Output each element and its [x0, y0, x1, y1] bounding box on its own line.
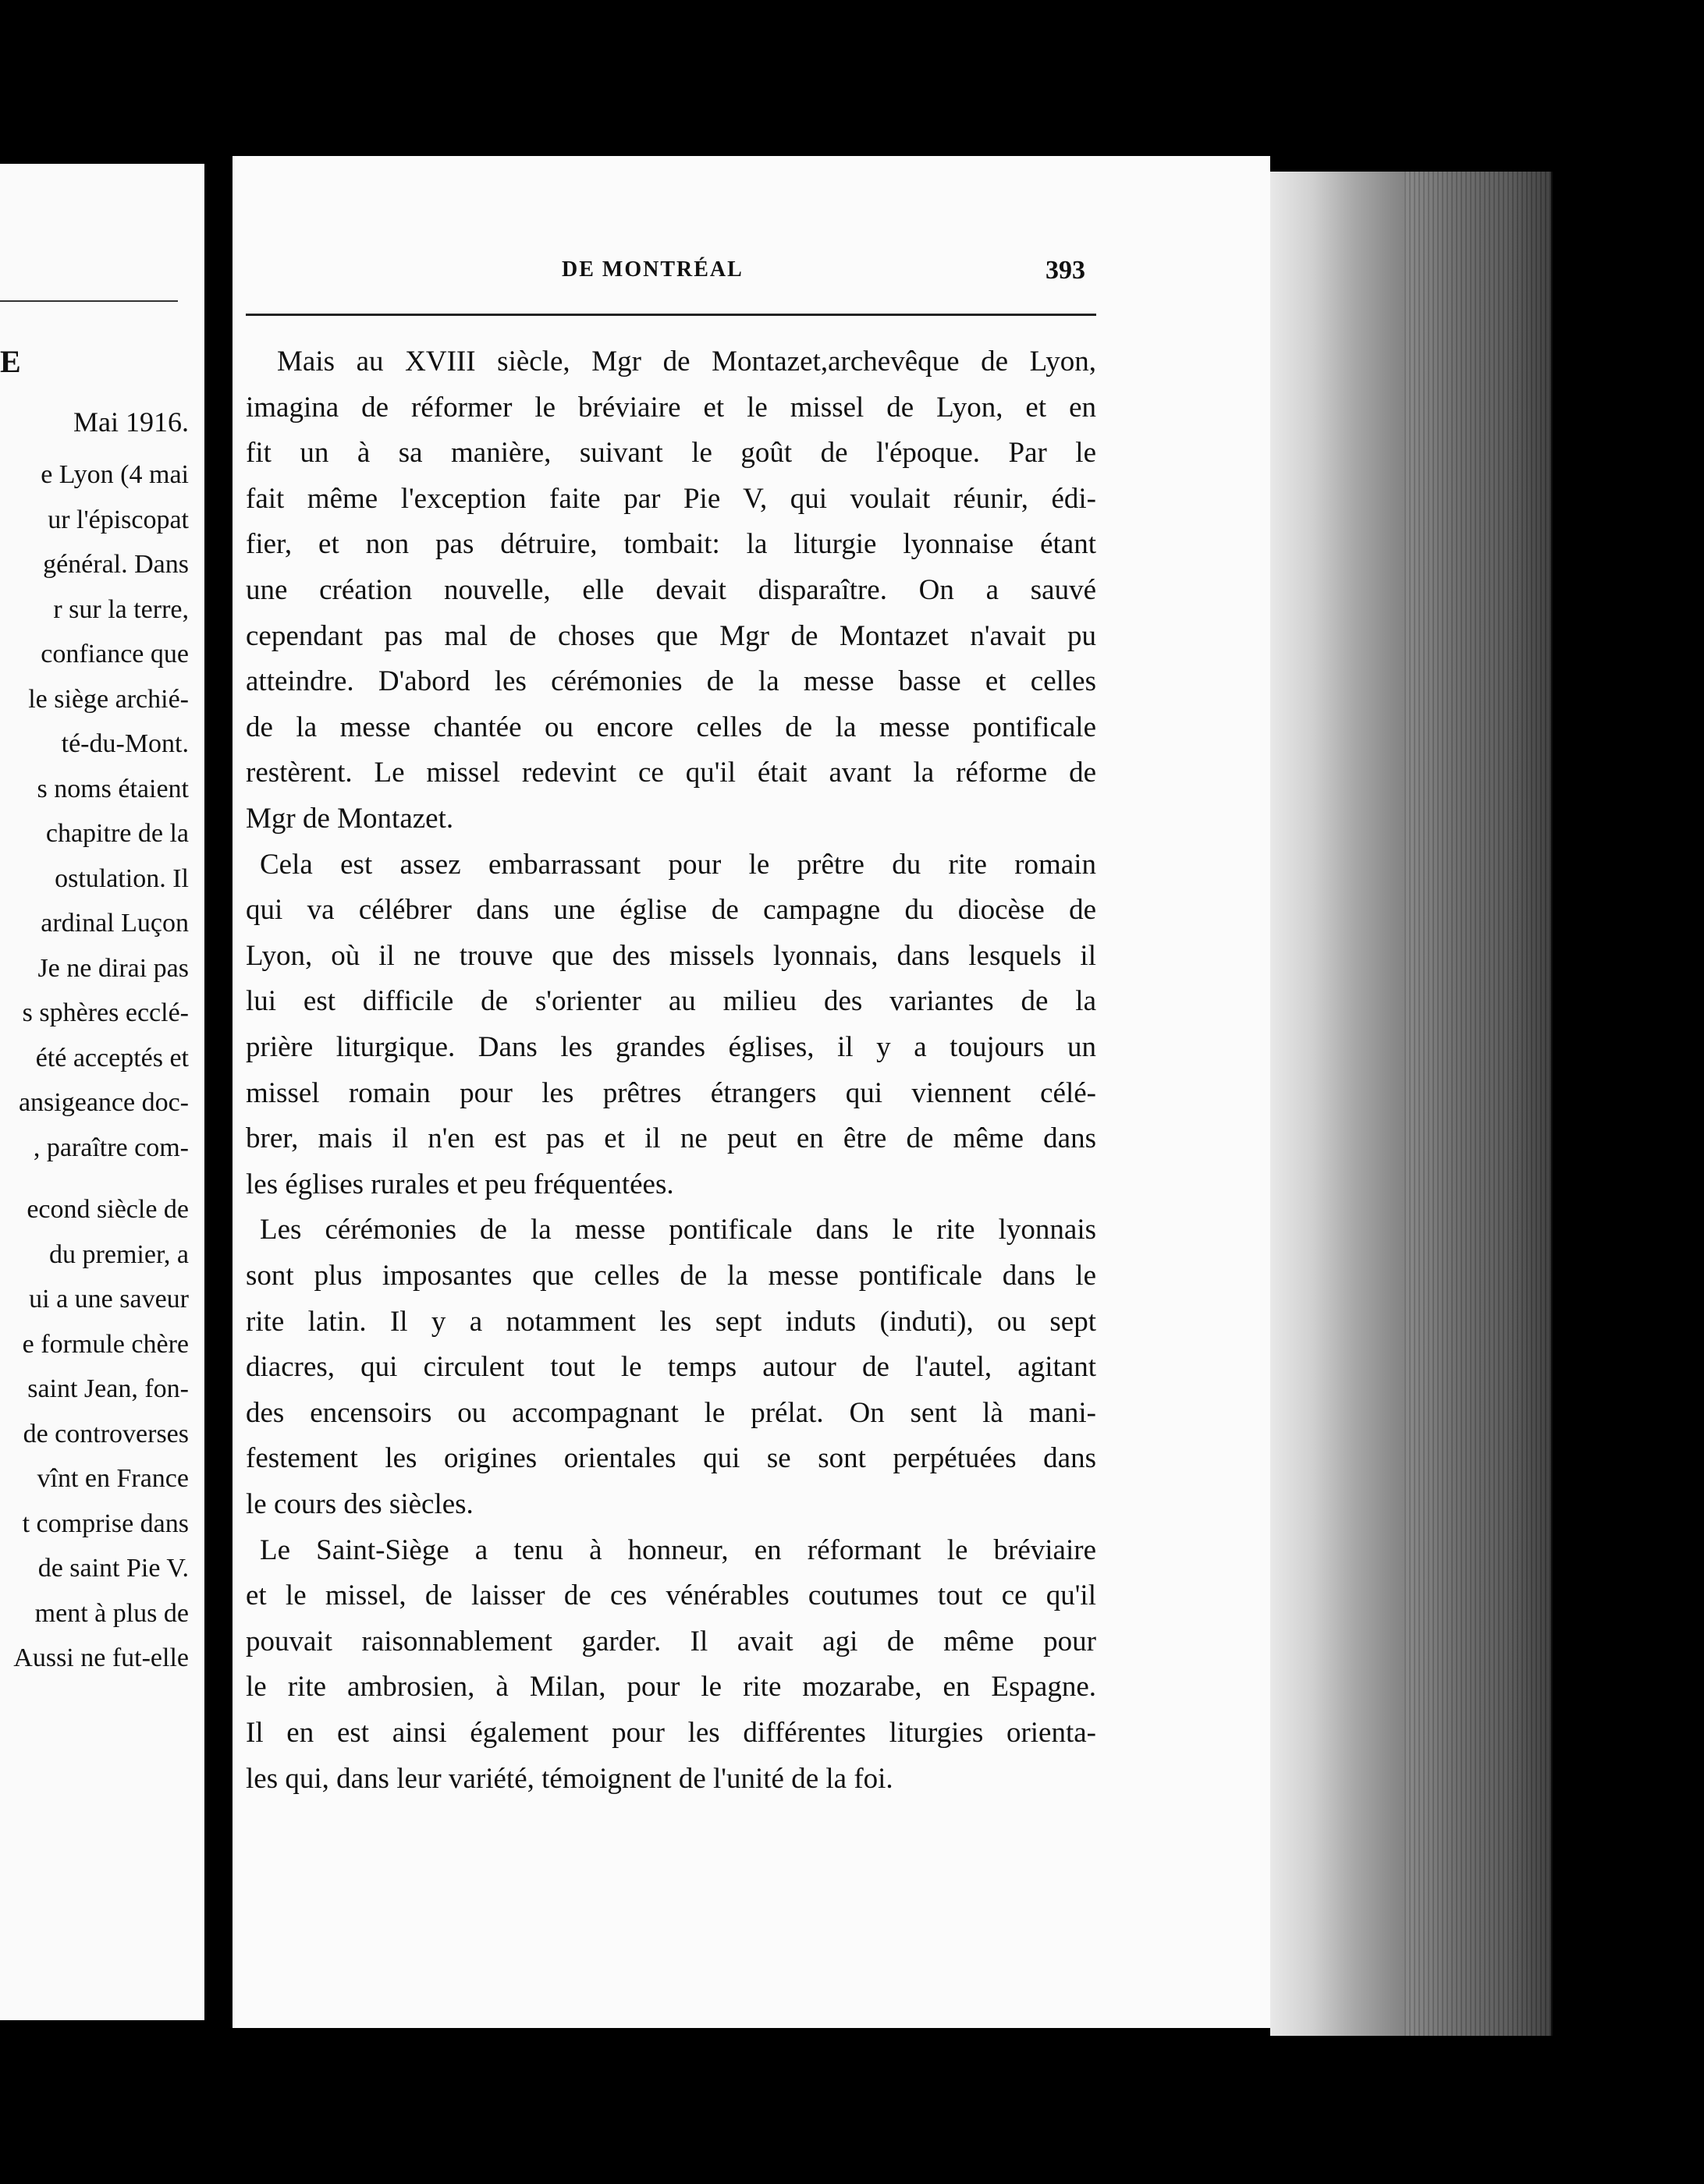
- header-rule: [246, 314, 1096, 316]
- text-line: Lyon, où il ne trouve que des missels lyonnais, dans lesquels il: [246, 939, 1096, 972]
- text-line: fait même l'exception faite par Pie V, qui voulait réunir, édi-: [246, 482, 1096, 515]
- book-gutter: [204, 156, 233, 2028]
- left-text-fragment: saint Jean, fon-: [27, 1374, 189, 1403]
- text-line: diacres, qui circulent tout le temps autour de l'autel, agitant: [246, 1351, 1096, 1384]
- page-block-edge-lines: [1404, 172, 1553, 2036]
- text-line: les églises rurales et peu fréquentées.: [246, 1168, 674, 1200]
- left-text-fragment: t comprise dans: [22, 1509, 189, 1538]
- left-text-fragment: s sphères ecclé-: [22, 998, 189, 1027]
- text-line: pouvait raisonnablement garder. Il avait agi de même pour: [246, 1625, 1096, 1658]
- left-text-fragment: de saint Pie V.: [37, 1554, 189, 1583]
- left-text-fragment: été acceptés et: [35, 1043, 189, 1072]
- left-text-fragment: ostulation. Il: [55, 863, 189, 893]
- text-line: des encensoirs ou accompagnant le prélat. On sent là mani-: [246, 1396, 1096, 1429]
- text-line: cependant pas mal de choses que Mgr de Montazet n'avait pu: [246, 619, 1096, 652]
- left-text-fragment: du premier, a: [49, 1239, 189, 1269]
- left-text-fragment: Je ne dirai pas: [37, 953, 189, 983]
- left-text-fragment: econd siècle de: [27, 1195, 189, 1224]
- text-line: brer, mais il n'en est pas et il ne peut en être de même dans: [246, 1122, 1096, 1155]
- text-line: fit un à sa manière, suivant le goût de l'époque. Par le: [246, 437, 1096, 470]
- left-text-fragment: ment à plus de: [34, 1598, 189, 1628]
- text-line: Il en est ainsi également pour les différentes liturgies orienta-: [246, 1717, 1096, 1749]
- text-line: festement les origines orientales qui se sont perpétuées dans: [246, 1442, 1096, 1475]
- left-text-fragment: Aussi ne fut-elle: [13, 1643, 189, 1672]
- left-text-fragment: ardinal Luçon: [41, 909, 189, 938]
- text-line: les qui, dans leur variété, témoignent de l'unité de la foi.: [246, 1762, 893, 1795]
- text-line: sont plus imposantes que celles de la messe pontificale dans le: [246, 1260, 1096, 1292]
- left-text-fragment: général. Dans: [43, 550, 189, 579]
- left-text-fragment: , paraître com-: [33, 1133, 189, 1162]
- text-line: et le missel, de laisser de ces vénérables coutumes tout ce qu'il: [246, 1580, 1096, 1612]
- left-text-fragment: e Lyon (4 mai: [41, 460, 189, 489]
- running-head: DE MONTRÉAL: [562, 257, 744, 282]
- left-text-fragment: e formule chère: [22, 1329, 189, 1359]
- left-text-fragment: ansigeance doc-: [18, 1088, 189, 1117]
- text-line: atteindre. D'abord les cérémonies de la messe basse et celles: [246, 665, 1096, 698]
- left-text-fragment: confiance que: [41, 640, 189, 668]
- text-line: qui va célébrer dans une église de campagne du diocèse de: [246, 894, 1096, 927]
- text-line: missel romain pour les prêtres étrangers qui viennent célé-: [246, 1076, 1096, 1109]
- text-line: imagina de réformer le bréviaire et le missel de Lyon, et en: [246, 391, 1096, 424]
- text-line: fier, et non pas détruire, tombait: la liturgie lyonnaise étant: [246, 528, 1096, 561]
- text-line: rite latin. Il y a notamment les sept induts (induti), ou sept: [246, 1305, 1096, 1338]
- text-line: restèrent. Le missel redevint ce qu'il était avant la réforme de: [246, 757, 1096, 789]
- text-line: Le Saint-Siège a tenu à honneur, en réformant le bréviaire: [260, 1533, 1096, 1566]
- text-line: Mgr de Montazet.: [246, 803, 454, 835]
- left-text-fragment: ui a une saveur: [29, 1285, 189, 1314]
- left-text-fragment: le siège archié-: [28, 684, 189, 714]
- text-line: lui est difficile de s'orienter au milieu des variantes de la: [246, 985, 1096, 1018]
- left-text-fragment: r sur la terre,: [53, 594, 189, 624]
- page-number: 393: [1045, 256, 1085, 285]
- left-text-fragment: de controverses: [23, 1419, 189, 1448]
- text-line: Les cérémonies de la messe pontificale dans le rite lyonnais: [260, 1214, 1096, 1246]
- left-text-fragment: ur l'épiscopat: [48, 505, 189, 534]
- left-header-rule: [0, 300, 178, 302]
- text-line: Mais au XVIII siècle, Mgr de Montazet,archevêque de Lyon,: [277, 346, 1096, 378]
- left-text-fragment: té-du-Mont.: [61, 729, 189, 758]
- text-line: une création nouvelle, elle devait disparaître. On a sauvé: [246, 574, 1096, 606]
- text-line: le rite ambrosien, à Milan, pour le rite mozarabe, en Espagne.: [246, 1671, 1096, 1704]
- text-line: Cela est assez embarrassant pour le prêtre du rite romain: [260, 848, 1096, 881]
- text-line: le cours des siècles.: [246, 1488, 474, 1520]
- text-line: de la messe chantée ou encore celles de la messe pontificale: [246, 711, 1096, 743]
- left-page-fragment: [0, 164, 204, 2020]
- left-text-fragment: vînt en France: [37, 1464, 189, 1493]
- left-text-fragment: s noms étaient: [37, 774, 189, 803]
- left-text-fragment: chapitre de la: [45, 819, 189, 848]
- left-heading-fragment: E: [0, 344, 21, 379]
- text-line: prière liturgique. Dans les grandes églises, il y a toujours un: [246, 1031, 1096, 1063]
- left-text-fragment: Mai 1916.: [73, 406, 189, 438]
